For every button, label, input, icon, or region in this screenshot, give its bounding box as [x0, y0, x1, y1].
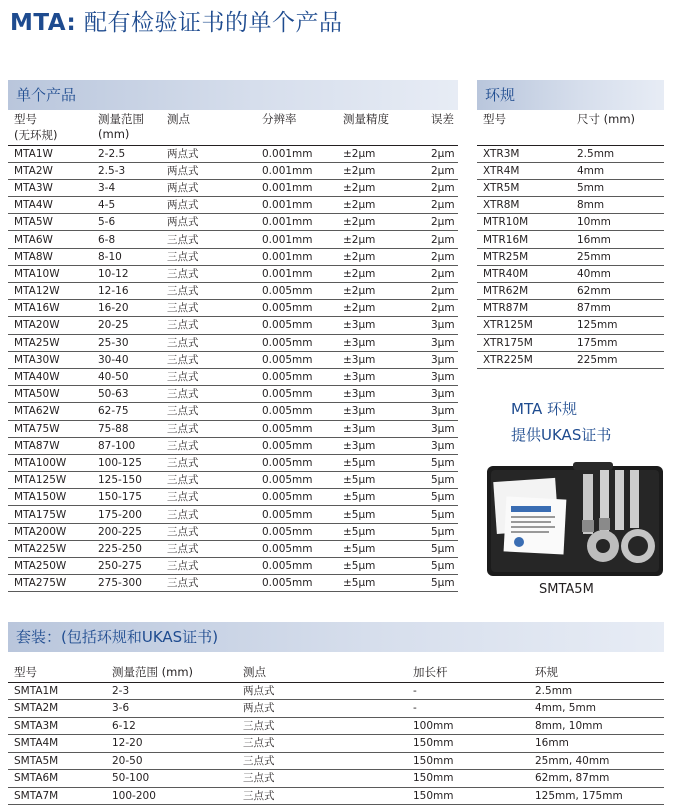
table-cell: ±2μm	[337, 214, 425, 231]
col-header-set-rings: 环规	[529, 664, 664, 682]
table-cell: ±3μm	[337, 334, 425, 351]
table-cell: MTA4W	[8, 197, 92, 214]
table-row	[8, 368, 458, 385]
table-cell: 三点式	[237, 752, 407, 770]
table-cell: 3μm	[425, 386, 458, 403]
table-cell: 3μm	[425, 351, 458, 368]
table-cell: XTR125M	[477, 317, 571, 334]
table-cell: 62mm, 87mm	[529, 770, 664, 788]
table-cell: 5μm	[425, 540, 458, 557]
table-cell: 0.005mm	[256, 283, 337, 300]
table-cell: 225mm	[571, 351, 664, 368]
table-cell: 5μm	[425, 575, 458, 592]
table-cell: 0.005mm	[256, 334, 337, 351]
table-cell: ±3μm	[337, 437, 425, 454]
table-cell: ±3μm	[337, 386, 425, 403]
table-cell: 25mm, 40mm	[529, 752, 664, 770]
table-cell: 6-8	[92, 231, 161, 248]
col-header-points: 测点	[161, 111, 256, 145]
table-cell: 两点式	[237, 682, 407, 700]
table-cell: 0.001mm	[256, 162, 337, 179]
table-cell: 25mm	[571, 248, 664, 265]
table-cell: MTA50W	[8, 386, 92, 403]
table-cell: 0.001mm	[256, 145, 337, 162]
table-cell: 3μm	[425, 334, 458, 351]
table-cell: 0.005mm	[256, 454, 337, 471]
table-cell: MTR10M	[477, 214, 571, 231]
table-cell: 三点式	[161, 472, 256, 489]
table-cell: MTA250W	[8, 558, 92, 575]
table-row	[8, 717, 664, 735]
table-cell: 87-100	[92, 437, 161, 454]
table-cell: 0.005mm	[256, 420, 337, 437]
table-cell: 0.005mm	[256, 558, 337, 575]
table-row	[8, 231, 458, 248]
table-cell: SMTA7M	[8, 787, 106, 805]
table-cell: ±2μm	[337, 162, 425, 179]
table-cell: 5μm	[425, 472, 458, 489]
table-cell: 30-40	[92, 351, 161, 368]
table-cell: 0.005mm	[256, 368, 337, 385]
table-cell: 2.5mm	[529, 682, 664, 700]
table-cell: 两点式	[161, 145, 256, 162]
table-cell: 2.5mm	[571, 145, 664, 162]
table-cell: XTR5M	[477, 179, 571, 196]
table-cell: MTA125W	[8, 472, 92, 489]
table-cell: 275-300	[92, 575, 161, 592]
col-header-ring-model: 型号	[477, 111, 571, 145]
col-header-model: 型号 (无环规)	[8, 111, 92, 145]
table-row	[8, 489, 458, 506]
table-cell: 0.005mm	[256, 506, 337, 523]
table-row	[8, 317, 458, 334]
table-cell: MTA25W	[8, 334, 92, 351]
table-row	[8, 752, 664, 770]
table-cell: 87mm	[571, 300, 664, 317]
table-cell: ±2μm	[337, 300, 425, 317]
col-header-set-range: 测量范围 (mm)	[106, 664, 237, 682]
table-cell: 10-12	[92, 265, 161, 282]
table-cell: MTR25M	[477, 248, 571, 265]
table-row	[477, 300, 664, 317]
table-cell: 2μm	[425, 197, 458, 214]
table-cell: 三点式	[161, 437, 256, 454]
table-cell: 5μm	[425, 523, 458, 540]
table-cell: 三点式	[161, 334, 256, 351]
table-cell: 0.005mm	[256, 489, 337, 506]
table-cell: 2μm	[425, 145, 458, 162]
table-cell: 三点式	[237, 787, 407, 805]
table-cell: MTA75W	[8, 420, 92, 437]
table-row	[8, 575, 458, 592]
table-cell: ±3μm	[337, 351, 425, 368]
table-cell: SMTA1M	[8, 682, 106, 700]
table-cell: MTA225W	[8, 540, 92, 557]
table-row	[477, 145, 664, 162]
table-cell: MTA8W	[8, 248, 92, 265]
table-cell: MTA100W	[8, 454, 92, 471]
ring-caption-line2: 提供UKAS证书	[511, 426, 612, 444]
table-cell: XTR3M	[477, 145, 571, 162]
table-cell: 三点式	[161, 575, 256, 592]
table-cell: 16-20	[92, 300, 161, 317]
table-cell: SMTA6M	[8, 770, 106, 788]
table-cell: 0.005mm	[256, 403, 337, 420]
table-cell: 三点式	[161, 558, 256, 575]
table-row	[477, 231, 664, 248]
table-cell: 100-125	[92, 454, 161, 471]
table-cell: 2μm	[425, 265, 458, 282]
table-cell: XTR225M	[477, 351, 571, 368]
table-row	[8, 700, 664, 718]
table-cell: MTR16M	[477, 231, 571, 248]
table-cell: ±3μm	[337, 403, 425, 420]
table-cell: 两点式	[161, 179, 256, 196]
table-cell: 12-16	[92, 283, 161, 300]
table-cell: 三点式	[161, 540, 256, 557]
table-cell: 25-30	[92, 334, 161, 351]
table-cell: 40mm	[571, 265, 664, 282]
table-cell: 100-200	[106, 787, 237, 805]
table-row	[8, 197, 458, 214]
table-cell: 0.005mm	[256, 540, 337, 557]
table-cell: ±2μm	[337, 248, 425, 265]
table-cell: 4mm, 5mm	[529, 700, 664, 718]
table-cell: XTR175M	[477, 334, 571, 351]
table-row	[8, 162, 458, 179]
table-row	[8, 735, 664, 753]
table-cell: 0.005mm	[256, 300, 337, 317]
table-cell: 三点式	[237, 717, 407, 735]
table-cell: 8-10	[92, 248, 161, 265]
table-row	[477, 283, 664, 300]
table-cell: 150mm	[407, 770, 529, 788]
table-cell: 3μm	[425, 403, 458, 420]
table-cell: ±3μm	[337, 317, 425, 334]
table-cell: MTA6W	[8, 231, 92, 248]
table-cell: 62mm	[571, 283, 664, 300]
table-cell: ±2μm	[337, 197, 425, 214]
table-cell: MTA40W	[8, 368, 92, 385]
table-cell: 三点式	[161, 248, 256, 265]
table-cell: MTA200W	[8, 523, 92, 540]
sets-table	[8, 664, 664, 805]
table-row	[8, 540, 458, 557]
table-cell: MTR87M	[477, 300, 571, 317]
table-row	[8, 179, 458, 196]
table-cell: 三点式	[237, 770, 407, 788]
table-cell: 10mm	[571, 214, 664, 231]
table-cell: -	[407, 682, 529, 700]
table-row	[8, 787, 664, 805]
table-cell: 175-200	[92, 506, 161, 523]
table-cell: ±5μm	[337, 489, 425, 506]
table-row	[477, 248, 664, 265]
table-cell: 175mm	[571, 334, 664, 351]
table-cell: 3μm	[425, 420, 458, 437]
table-cell: MTA87W	[8, 437, 92, 454]
table-row	[8, 265, 458, 282]
table-cell: 三点式	[161, 351, 256, 368]
table-cell: 150mm	[407, 787, 529, 805]
table-cell: 0.001mm	[256, 197, 337, 214]
table-cell: 50-63	[92, 386, 161, 403]
table-cell: 三点式	[161, 368, 256, 385]
table-cell: 0.005mm	[256, 386, 337, 403]
table-cell: MTA10W	[8, 265, 92, 282]
table-cell: ±3μm	[337, 368, 425, 385]
table-cell: 三点式	[161, 231, 256, 248]
table-cell: MTA1W	[8, 145, 92, 162]
table-row	[8, 558, 458, 575]
table-cell: 5-6	[92, 214, 161, 231]
table-cell: 8mm, 10mm	[529, 717, 664, 735]
table-row	[8, 523, 458, 540]
table-cell: XTR8M	[477, 197, 571, 214]
table-cell: 3-4	[92, 179, 161, 196]
table-cell: MTA275W	[8, 575, 92, 592]
main-section-heading: 单个产品	[8, 80, 458, 110]
table-cell: 三点式	[161, 420, 256, 437]
table-cell: 150mm	[407, 752, 529, 770]
table-cell: MTA150W	[8, 489, 92, 506]
table-cell: MTR62M	[477, 283, 571, 300]
table-cell: 20-25	[92, 317, 161, 334]
table-cell: 0.005mm	[256, 472, 337, 489]
table-cell: SMTA3M	[8, 717, 106, 735]
table-cell: 0.005mm	[256, 575, 337, 592]
col-header-set-model: 型号	[8, 664, 106, 682]
table-cell: 0.005mm	[256, 351, 337, 368]
table-row	[8, 437, 458, 454]
table-cell: 三点式	[161, 403, 256, 420]
table-cell: 三点式	[161, 386, 256, 403]
table-cell: 三点式	[161, 300, 256, 317]
table-cell: ±2μm	[337, 283, 425, 300]
table-cell: 0.005mm	[256, 523, 337, 540]
table-cell: ±5μm	[337, 558, 425, 575]
table-row	[8, 283, 458, 300]
col-header-error: 误差	[425, 111, 458, 145]
product-table	[8, 111, 458, 592]
table-cell: 0.001mm	[256, 231, 337, 248]
table-cell: MTA62W	[8, 403, 92, 420]
ring-caption-line1: MTA 环规	[511, 400, 577, 418]
table-cell: MTA2W	[8, 162, 92, 179]
sets-section-heading: 套装：(包括环规和UKAS证书)	[8, 622, 664, 652]
col-header-range: 测量范围 (mm)	[92, 111, 161, 145]
table-cell: -	[407, 700, 529, 718]
table-cell: 三点式	[161, 454, 256, 471]
table-cell: 三点式	[161, 506, 256, 523]
table-cell: 75-88	[92, 420, 161, 437]
col-header-set-extension: 加长杆	[407, 664, 529, 682]
photo-caption: SMTA5M	[539, 582, 594, 597]
table-cell: 250-275	[92, 558, 161, 575]
table-cell: 2μm	[425, 283, 458, 300]
table-cell: ±3μm	[337, 420, 425, 437]
table-cell: 4mm	[571, 162, 664, 179]
table-row	[8, 145, 458, 162]
table-cell: 6-12	[106, 717, 237, 735]
table-cell: 3μm	[425, 317, 458, 334]
table-cell: 2-3	[106, 682, 237, 700]
table-row	[8, 403, 458, 420]
table-row	[8, 214, 458, 231]
product-case-image	[485, 460, 665, 580]
table-row	[8, 420, 458, 437]
table-cell: 2μm	[425, 231, 458, 248]
table-row	[8, 248, 458, 265]
table-cell: 3μm	[425, 437, 458, 454]
table-cell: MTA16W	[8, 300, 92, 317]
table-cell: ±5μm	[337, 523, 425, 540]
table-row	[477, 179, 664, 196]
table-row	[8, 770, 664, 788]
table-row	[8, 682, 664, 700]
table-cell: 三点式	[161, 523, 256, 540]
table-cell: 3μm	[425, 368, 458, 385]
table-cell: MTA175W	[8, 506, 92, 523]
table-cell: 100mm	[407, 717, 529, 735]
table-cell: 两点式	[161, 162, 256, 179]
table-cell: XTR4M	[477, 162, 571, 179]
table-cell: 50-100	[106, 770, 237, 788]
table-row	[477, 334, 664, 351]
table-cell: 4-5	[92, 197, 161, 214]
table-cell: 5μm	[425, 558, 458, 575]
table-cell: 两点式	[161, 197, 256, 214]
table-cell: 三点式	[161, 283, 256, 300]
table-row	[477, 317, 664, 334]
rings-section-heading: 环规	[477, 80, 664, 110]
table-cell: 225-250	[92, 540, 161, 557]
title-prefix: MTA:	[10, 10, 77, 36]
table-cell: 三点式	[161, 265, 256, 282]
table-cell: 125-150	[92, 472, 161, 489]
table-cell: ±2μm	[337, 145, 425, 162]
table-cell: ±2μm	[337, 179, 425, 196]
table-cell: 0.005mm	[256, 437, 337, 454]
table-row	[8, 300, 458, 317]
table-cell: ±5μm	[337, 472, 425, 489]
table-cell: 2μm	[425, 248, 458, 265]
table-cell: 两点式	[161, 214, 256, 231]
table-cell: 0.001mm	[256, 265, 337, 282]
table-cell: 40-50	[92, 368, 161, 385]
table-row	[477, 197, 664, 214]
table-cell: ±5μm	[337, 540, 425, 557]
col-header-resolution: 分辨率	[256, 111, 337, 145]
table-cell: 200-225	[92, 523, 161, 540]
table-row	[477, 351, 664, 368]
table-cell: 2μm	[425, 179, 458, 196]
col-header-accuracy: 测量精度	[337, 111, 425, 145]
ring-gauge-table	[477, 111, 664, 369]
table-row	[8, 472, 458, 489]
table-cell: SMTA5M	[8, 752, 106, 770]
table-cell: 0.005mm	[256, 317, 337, 334]
table-cell: MTA3W	[8, 179, 92, 196]
col-header-set-points: 测点	[237, 664, 407, 682]
table-cell: 62-75	[92, 403, 161, 420]
table-cell: ±5μm	[337, 454, 425, 471]
table-cell: 12-20	[106, 735, 237, 753]
table-cell: 两点式	[237, 700, 407, 718]
table-cell: 三点式	[161, 489, 256, 506]
table-cell: SMTA4M	[8, 735, 106, 753]
table-cell: MTR40M	[477, 265, 571, 282]
table-cell: 三点式	[237, 735, 407, 753]
table-row	[8, 454, 458, 471]
table-cell: 3-6	[106, 700, 237, 718]
table-cell: MTA5W	[8, 214, 92, 231]
table-cell: 2μm	[425, 300, 458, 317]
table-row	[8, 386, 458, 403]
table-cell: 125mm	[571, 317, 664, 334]
table-cell: 三点式	[161, 317, 256, 334]
table-cell: ±5μm	[337, 575, 425, 592]
table-row	[8, 351, 458, 368]
table-cell: MTA30W	[8, 351, 92, 368]
table-cell: 2-2.5	[92, 145, 161, 162]
table-cell: 5μm	[425, 454, 458, 471]
table-cell: 2.5-3	[92, 162, 161, 179]
table-cell: 2μm	[425, 214, 458, 231]
table-cell: ±2μm	[337, 265, 425, 282]
table-cell: MTA20W	[8, 317, 92, 334]
table-cell: 8mm	[571, 197, 664, 214]
table-row	[477, 214, 664, 231]
table-cell: 150-175	[92, 489, 161, 506]
table-row	[477, 265, 664, 282]
table-row	[8, 506, 458, 523]
table-cell: 5mm	[571, 179, 664, 196]
table-cell: 125mm, 175mm	[529, 787, 664, 805]
table-cell: 5μm	[425, 506, 458, 523]
table-row	[477, 162, 664, 179]
table-cell: 16mm	[571, 231, 664, 248]
table-cell: ±2μm	[337, 231, 425, 248]
page-title	[10, 4, 343, 37]
title-text: 配有检验证书的单个产品	[76, 10, 343, 36]
col-header-ring-size: 尺寸 (mm)	[571, 111, 664, 145]
table-cell: 20-50	[106, 752, 237, 770]
table-cell: ±5μm	[337, 506, 425, 523]
table-cell: 2μm	[425, 162, 458, 179]
table-cell: 0.001mm	[256, 214, 337, 231]
table-row	[8, 334, 458, 351]
table-cell: 5μm	[425, 489, 458, 506]
table-cell: 0.001mm	[256, 248, 337, 265]
table-cell: 0.001mm	[256, 179, 337, 196]
table-cell: SMTA2M	[8, 700, 106, 718]
table-cell: 150mm	[407, 735, 529, 753]
table-cell: MTA12W	[8, 283, 92, 300]
table-cell: 16mm	[529, 735, 664, 753]
